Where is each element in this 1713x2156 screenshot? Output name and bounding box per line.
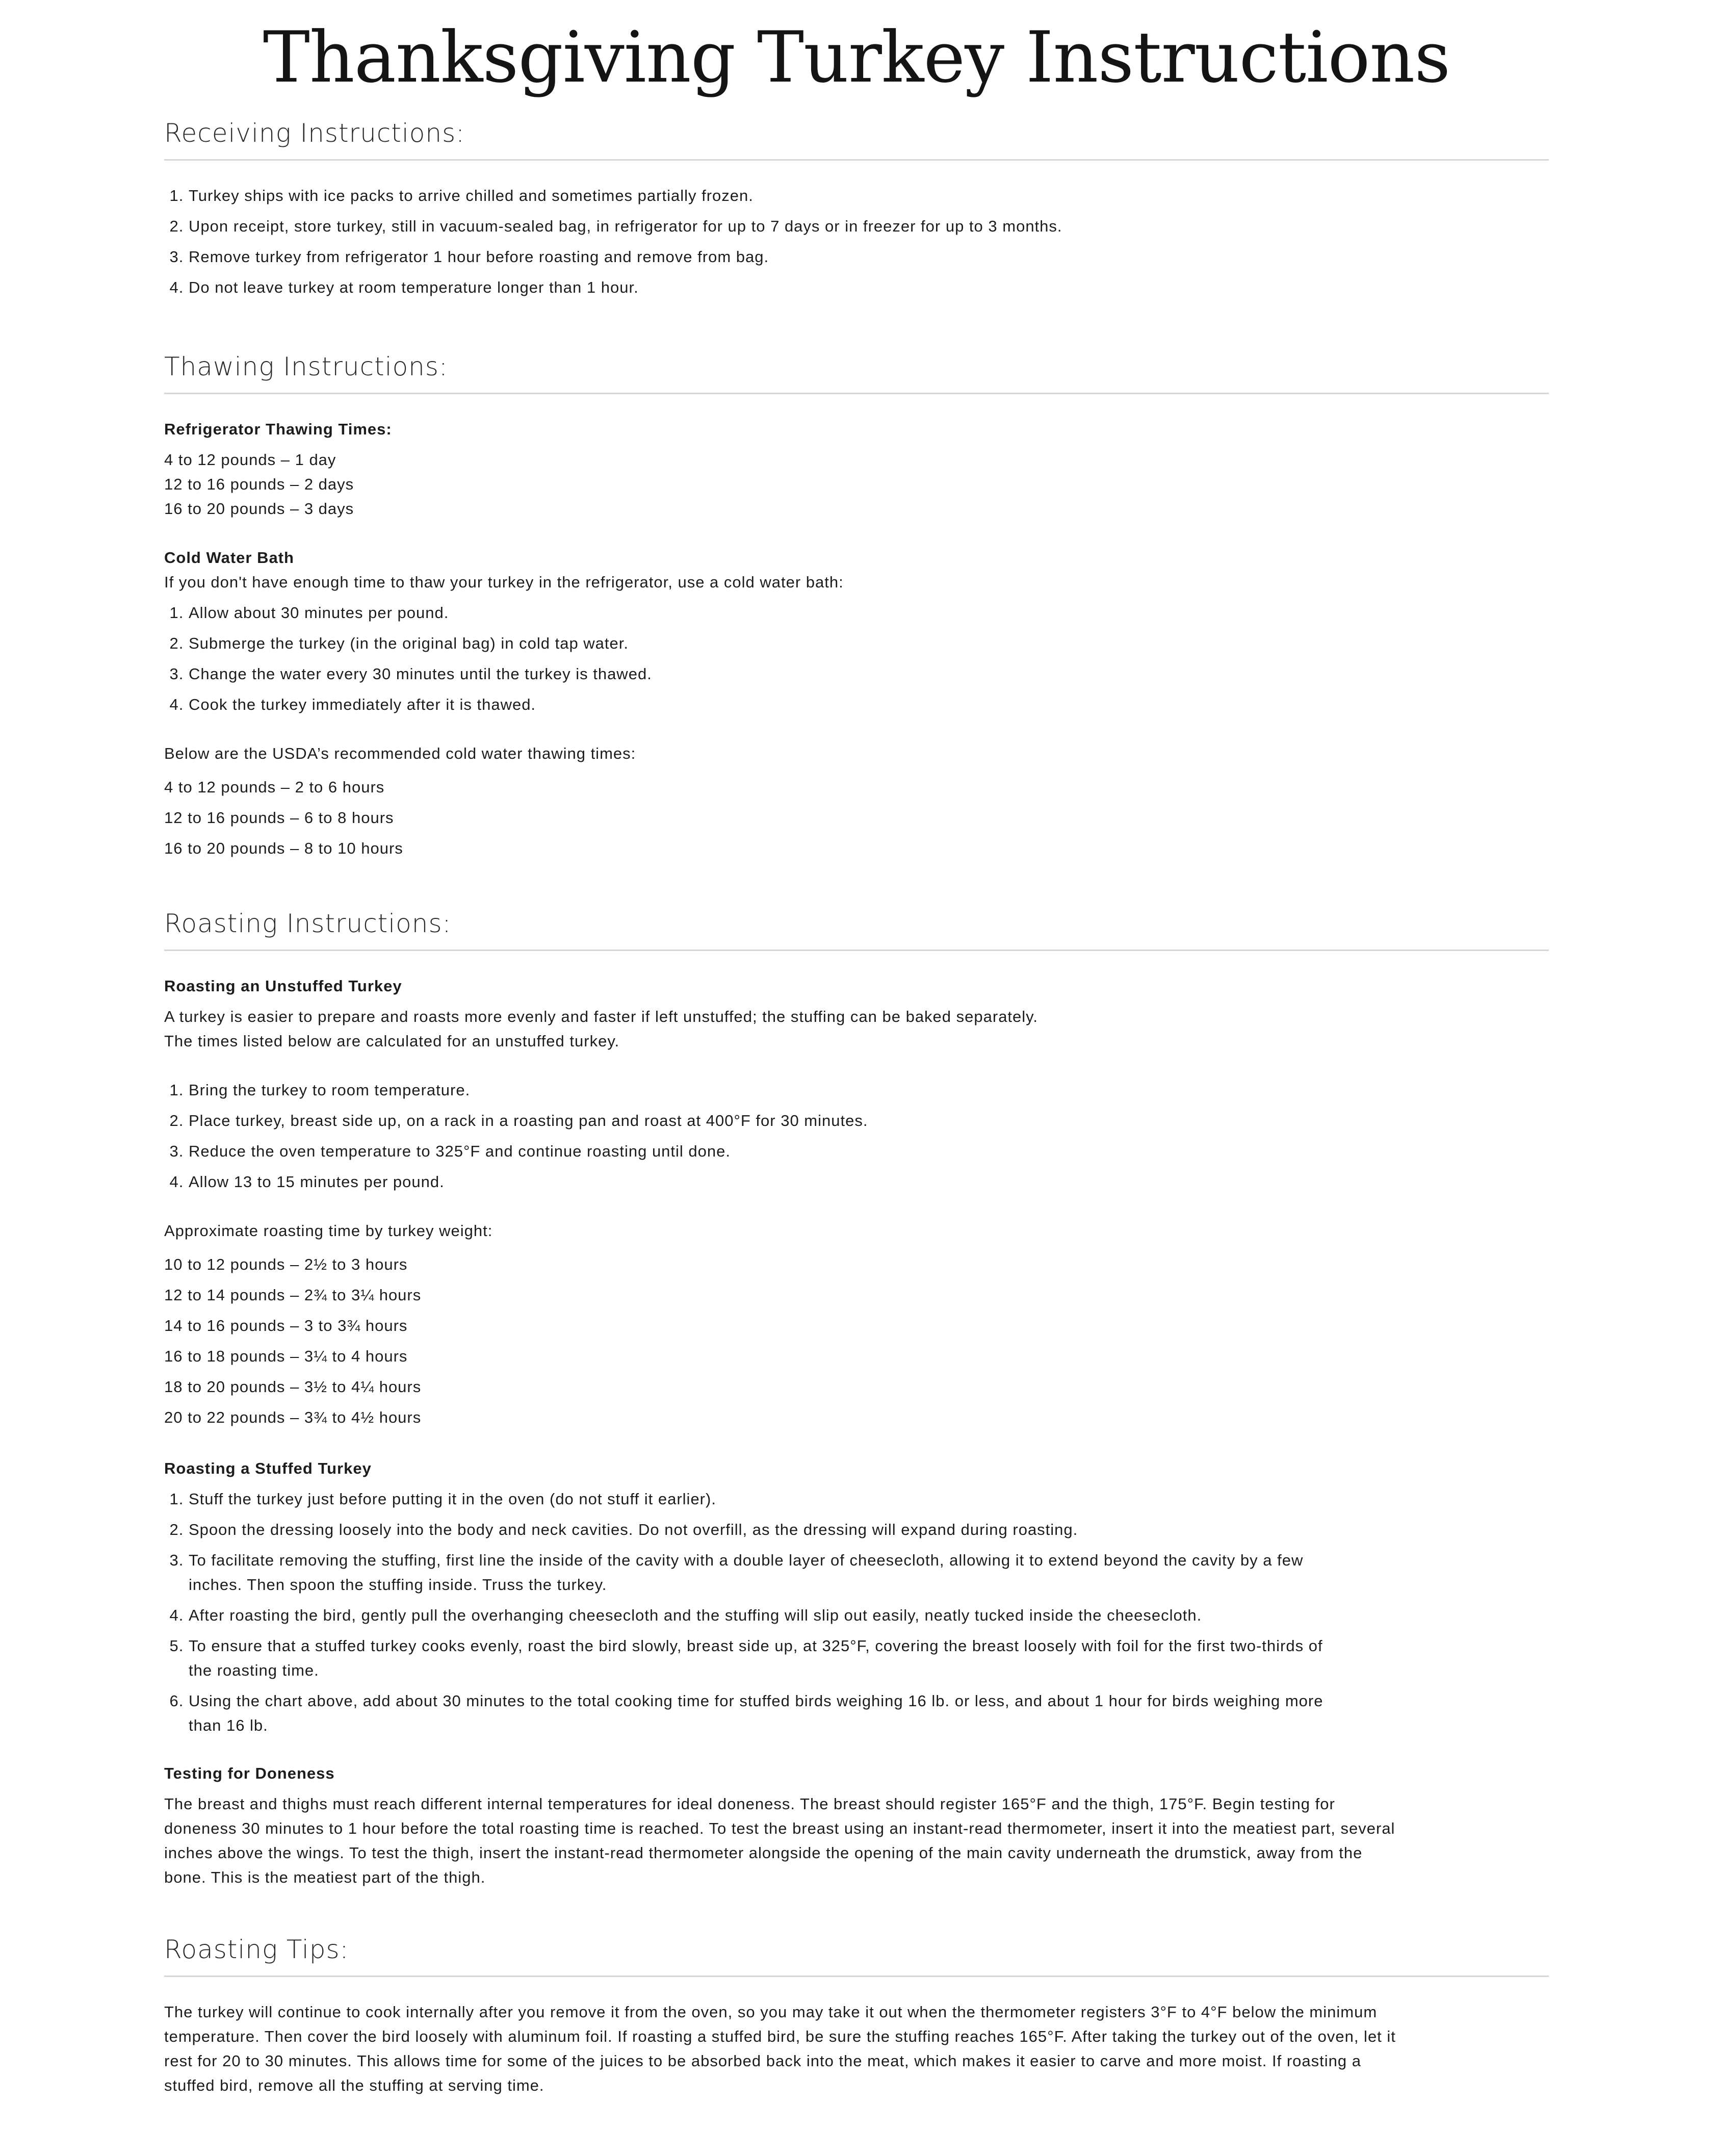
receiving-step: 3. Remove turkey from refrigerator 1 hour before roasting and remove from bag.: [189, 245, 1549, 269]
receiving-step: 4. Do not leave turkey at room temperature longer than 1 hour.: [189, 275, 1549, 300]
fridge-thawing-time: 12 to 16 pounds – 2 days: [164, 475, 354, 493]
doneness-section: [164, 1761, 1398, 1890]
receiving-step: 1. Turkey ships with ice packs to arrive chilled and sometimes partially frozen.: [189, 184, 1549, 208]
usda-time: 16 to 20 pounds – 8 to 10 hours: [164, 839, 403, 857]
roasting-time: 16 to 18 pounds – 3¼ to 4 hours: [164, 1347, 408, 1365]
cold-water-section: [164, 546, 1549, 717]
unstuffed-step: 2. Place turkey, breast side up, on a rack in a roasting pan and roast at 400°F for 30 minutes.: [189, 1109, 1549, 1133]
cold-water-step: 2. Submerge the turkey (in the original bag) in cold tap water.: [189, 631, 1549, 656]
cold-water-steps: [164, 601, 1549, 717]
fridge-thawing-time: 16 to 20 pounds – 3 days: [164, 500, 354, 518]
roasting-times-intro: Approximate roasting time by turkey weight:: [164, 1222, 493, 1240]
stuffed-step: 3. To facilitate removing the stuffing, first line the inside of the cavity with a double layer of cheesecloth, allowing it to extend beyond the cavity by a few inches. Then spoon the stuffing inside. Truss the turkey.: [189, 1548, 1337, 1597]
stuffed-step: 1. Stuff the turkey just before putting it in the oven (do not stuff it earlier).: [189, 1487, 1337, 1511]
unstuffed-step: 3. Reduce the oven temperature to 325°F and continue roasting until done.: [189, 1139, 1549, 1164]
fridge-thawing-time: 4 to 12 pounds – 1 day: [164, 451, 336, 469]
roasting-time: 20 to 22 pounds – 3¾ to 4½ hours: [164, 1408, 422, 1426]
doneness-text: The breast and thighs must reach different internal temperatures for ideal doneness. The breast should register 165°F and the thigh, 175°F. Begin testing for doneness 30 minutes to 1 hour before the total roasting time is reached. To test the breast using an instant-read thermometer, insert it into the meatiest part, several inches above the wings. To test the thigh, insert the instant-read thermometer alongside the opening of the main cavity underneath the drumstick, away from the bone. This is the meatiest part of the thigh.: [164, 1795, 1395, 1886]
fridge-thawing-heading: Refrigerator Thawing Times:: [164, 420, 392, 438]
roasting-divider: [164, 949, 1549, 951]
receiving-step: 2. Upon receipt, store turkey, still in vacuum-sealed bag, in refrigerator for up to 7 days or in freezer for up to 3 months.: [189, 214, 1549, 239]
stuffed-step: 5. To ensure that a stuffed turkey cooks evenly, roast the bird slowly, breast side up, at 325°F, covering the breast loosely with foil for the first two-thirds of the roasting time.: [189, 1634, 1337, 1683]
usda-times-section: [164, 741, 1549, 864]
roasting-time: 10 to 12 pounds – 2½ to 3 hours: [164, 1255, 408, 1273]
usda-time: 4 to 12 pounds – 2 to 6 hours: [164, 778, 385, 796]
unstuffed-steps: [164, 1078, 1549, 1194]
receiving-section: [164, 184, 1549, 300]
cold-water-step: 1. Allow about 30 minutes per pound.: [189, 601, 1549, 625]
stuffed-section: [164, 1456, 1337, 1738]
unstuffed-heading: Roasting an Unstuffed Turkey: [164, 977, 402, 995]
cold-water-intro: If you don't have enough time to thaw your turkey in the refrigerator, use a cold water bath:: [164, 573, 844, 591]
tips-divider: [164, 1975, 1549, 1977]
thawing-heading: Thawing Instructions:: [164, 352, 448, 381]
unstuffed-section: [164, 974, 1549, 1194]
cold-water-step: 3. Change the water every 30 minutes until the turkey is thawed.: [189, 662, 1549, 686]
unstuffed-intro: A turkey is easier to prepare and roasts more evenly and faster if left unstuffed; the stuffing can be baked separately.: [164, 1008, 1038, 1025]
roasting-times: [164, 1249, 1549, 1433]
thawing-divider: [164, 393, 1549, 394]
cold-water-step: 4. Cook the turkey immediately after it is thawed.: [189, 692, 1549, 717]
roasting-time: 12 to 14 pounds – 2¾ to 3¼ hours: [164, 1286, 422, 1304]
stuffed-step: 2. Spoon the dressing loosely into the body and neck cavities. Do not overfill, as the dressing will expand during roasting.: [189, 1518, 1337, 1542]
fridge-thawing-times: [164, 448, 1549, 521]
tips-heading: Roasting Tips:: [164, 1935, 349, 1964]
roasting-times-section: [164, 1219, 1549, 1433]
tips-text: The turkey will continue to cook internally after you remove it from the oven, so you may take it out when the thermometer registers 3°F to 4°F below the minimum temperature. Then cover the bird loosely with aluminum foil. If roasting a stuffed bird, be sure the stuffing reaches 165°F. After taking the turkey out of the oven, let it rest for 20 to 30 minutes. This allows time for some of the juices to be absorbed back into the meat, which makes it easier to carve and more moist. If roasting a stuffed bird, remove all the stuffing at serving time.: [164, 2003, 1396, 2094]
tips-section: [164, 2000, 1398, 2098]
usda-time: 12 to 16 pounds – 6 to 8 hours: [164, 809, 394, 827]
roasting-time: 18 to 20 pounds – 3½ to 4¼ hours: [164, 1378, 422, 1396]
unstuffed-intro: The times listed below are calculated for an unstuffed turkey.: [164, 1032, 620, 1050]
roasting-heading: Roasting Instructions:: [164, 909, 452, 938]
receiving-heading: Receiving Instructions:: [164, 118, 465, 148]
usda-times-intro: Below are the USDA’s recommended cold water thawing times:: [164, 745, 636, 762]
receiving-steps: [164, 184, 1549, 300]
usda-times: [164, 772, 1549, 864]
stuffed-steps: [164, 1487, 1337, 1738]
stuffed-step: 6. Using the chart above, add about 30 minutes to the total cooking time for stuffed birds weighing 16 lb. or less, and about 1 hour for birds weighing more than 16 lb.: [189, 1689, 1337, 1738]
cold-water-heading: Cold Water Bath: [164, 549, 294, 567]
stuffed-heading: Roasting a Stuffed Turkey: [164, 1459, 372, 1477]
roasting-time: 14 to 16 pounds – 3 to 3¾ hours: [164, 1317, 408, 1334]
fridge-thawing-section: [164, 417, 1549, 521]
page-title: Thanksgiving Turkey Instructions: [263, 16, 1450, 98]
doneness-heading: Testing for Doneness: [164, 1764, 335, 1782]
unstuffed-step: 1. Bring the turkey to room temperature.: [189, 1078, 1549, 1102]
unstuffed-step: 4. Allow 13 to 15 minutes per pound.: [189, 1170, 1549, 1194]
stuffed-step: 4. After roasting the bird, gently pull the overhanging cheesecloth and the stuffing will slip out easily, neatly tucked inside the cheesecloth.: [189, 1603, 1337, 1628]
receiving-divider: [164, 159, 1549, 161]
